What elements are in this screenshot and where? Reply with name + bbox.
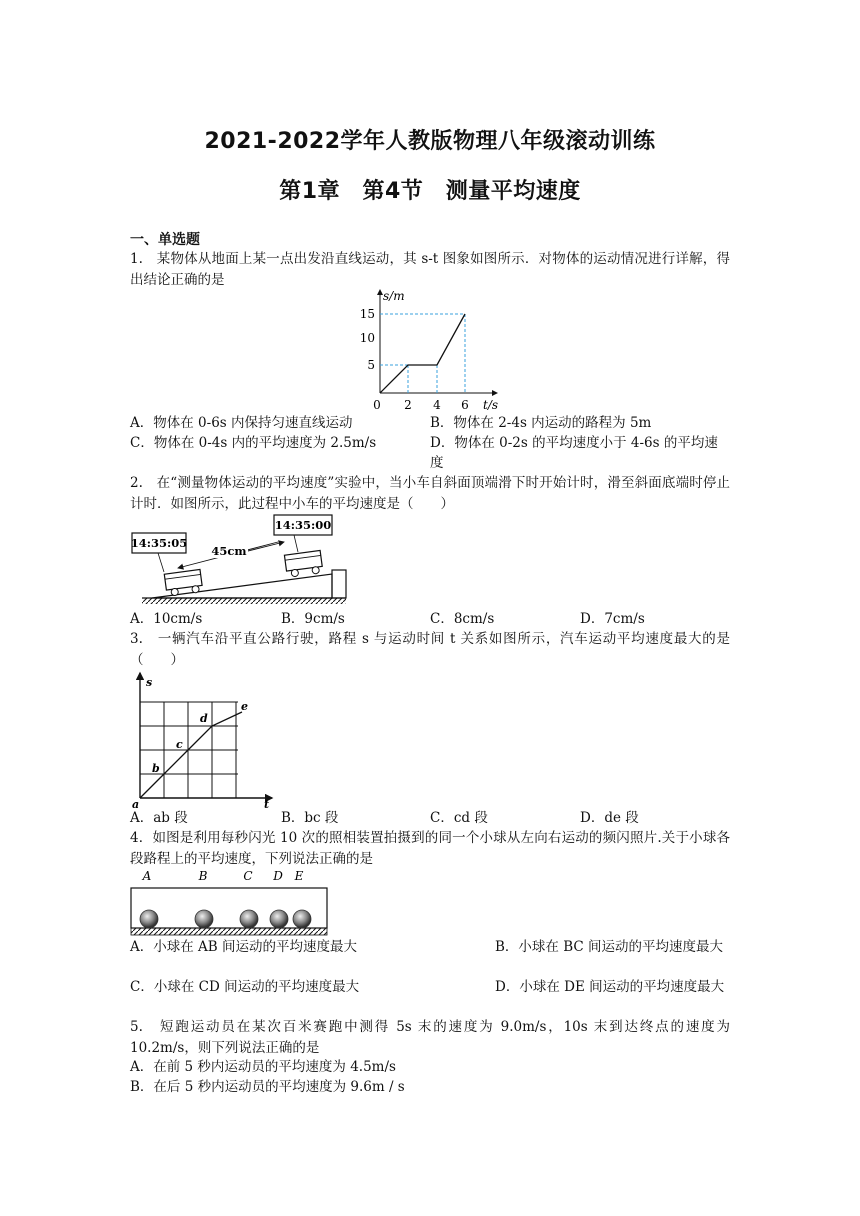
q4-label-a: A bbox=[142, 869, 152, 883]
q5-option-a: A．在前 5 秒内运动员的平均速度为 4.5m/s bbox=[130, 1059, 396, 1075]
document-subtitle: 第1章 第4节 测量平均速度 bbox=[279, 179, 581, 204]
q5-option-b: B．在后 5 秒内运动员的平均速度为 9.6m / s bbox=[130, 1079, 405, 1095]
q2-option-a: A．10cm/s bbox=[130, 611, 203, 627]
q3-point-e: e bbox=[241, 700, 248, 713]
q5-stem: 5. 短跑运动员在某次百米赛跑中测得 5s 末的速度为 9.0m/s，10s 末到达终点的速度为 10.2m/s，则下列说法正确的是 bbox=[130, 1019, 730, 1056]
car-top bbox=[284, 550, 323, 577]
ball-e bbox=[293, 910, 311, 928]
distance-label: 45cm bbox=[211, 544, 247, 558]
q4-option-c: C．小球在 CD 间运动的平均速度最大 bbox=[130, 979, 360, 995]
q1-option-b: B．物体在 2-4s 内运动的路程为 5m bbox=[430, 415, 652, 431]
q4-option-a: A．小球在 AB 间运动的平均速度最大 bbox=[130, 939, 358, 955]
q1-option-c: C．物体在 0-4s 内的平均速度为 2.5m/s bbox=[130, 435, 377, 451]
document-title: 2021-2022学年人教版物理八年级滚动训练 bbox=[204, 129, 656, 154]
q1-xtick: 4 bbox=[433, 398, 441, 412]
q3-ylabel: s bbox=[146, 676, 153, 689]
q1-ytick: 5 bbox=[367, 358, 375, 372]
q3-point-c: c bbox=[176, 738, 183, 751]
ball-b bbox=[195, 910, 213, 928]
q3-option-a: A．ab 段 bbox=[130, 810, 188, 826]
q3-graph-line bbox=[140, 712, 242, 798]
q1-xtick: 2 bbox=[404, 398, 412, 412]
clock-end: 14:35:05 bbox=[130, 536, 188, 550]
clock-start: 14:35:00 bbox=[274, 518, 332, 532]
ramp-block bbox=[332, 570, 346, 598]
q1-st-graph bbox=[355, 286, 505, 416]
ball-d bbox=[270, 910, 288, 928]
q4-label-b: B bbox=[198, 869, 208, 883]
q1-ytick: 15 bbox=[359, 307, 375, 321]
q4-option-b: B．小球在 BC 间运动的平均速度最大 bbox=[495, 939, 724, 955]
q1-stem: 1. 某物体从地面上某一点出发沿直线运动，其 s-t 图象如图所示．对物体的运动情况进行详解，得出结论正确的是 bbox=[130, 251, 730, 288]
q2-option-c: C．8cm/s bbox=[430, 611, 495, 627]
q4-label-e: E bbox=[294, 869, 304, 883]
q2-option-b: B．9cm/s bbox=[281, 611, 345, 627]
q2-incline-figure bbox=[128, 512, 350, 610]
q3-point-b: b bbox=[152, 762, 160, 775]
q1-xtick: 6 bbox=[461, 398, 469, 412]
q3-option-c: C．cd 段 bbox=[430, 810, 488, 826]
q4-flash-photo bbox=[128, 866, 330, 938]
ball-a bbox=[140, 910, 158, 928]
q3-option-b: B．bc 段 bbox=[281, 810, 339, 826]
q4-label-d: D bbox=[273, 869, 283, 883]
q3-point-d: d bbox=[200, 712, 208, 725]
q1-option-d: D．物体在 0-2s 的平均速度小于 4-6s 的平均速度 bbox=[430, 435, 718, 471]
q1-ytick: 10 bbox=[359, 331, 375, 345]
q1-xlabel: t/s bbox=[483, 398, 499, 412]
q1-graph-line bbox=[380, 314, 465, 393]
q4-stem: 4．如图是利用每秒闪光 10 次的照相装置拍摄到的同一个小球从左向右运动的频闪照片.关于小球各段路程上的平均速度，下列说法正确的是 bbox=[130, 830, 730, 867]
car-bottom bbox=[164, 569, 203, 596]
q4-label-c: C bbox=[243, 869, 253, 883]
q1-option-a: A．物体在 0-6s 内保持匀速直线运动 bbox=[130, 415, 353, 431]
q3-stem: 3. 一辆汽车沿平直公路行驶，路程 s 与运动时间 t 关系如图所示，汽车运动平均速度最大的是（ ） bbox=[130, 631, 730, 668]
q2-option-d: D．7cm/s bbox=[580, 611, 645, 627]
section-heading: 一、单选题 bbox=[130, 232, 200, 248]
q2-stem: 2. 在“测量物体运动的平均速度”实验中，当小车自斜面顶端滑下时开始计时，滑至斜面底端时停止计时．如图所示，此过程中小车的平均速度是（ ） bbox=[130, 475, 730, 512]
q4-option-d: D．小球在 DE 间运动的平均速度最大 bbox=[495, 979, 725, 995]
q3-option-d: D．de 段 bbox=[580, 810, 639, 826]
ball-c bbox=[240, 910, 258, 928]
q3-st-graph bbox=[126, 670, 276, 810]
q3-xlabel: t bbox=[264, 798, 270, 810]
q1-xtick: 0 bbox=[373, 398, 381, 412]
q3-point-a: a bbox=[132, 798, 140, 810]
q1-ylabel: s/m bbox=[383, 289, 405, 303]
